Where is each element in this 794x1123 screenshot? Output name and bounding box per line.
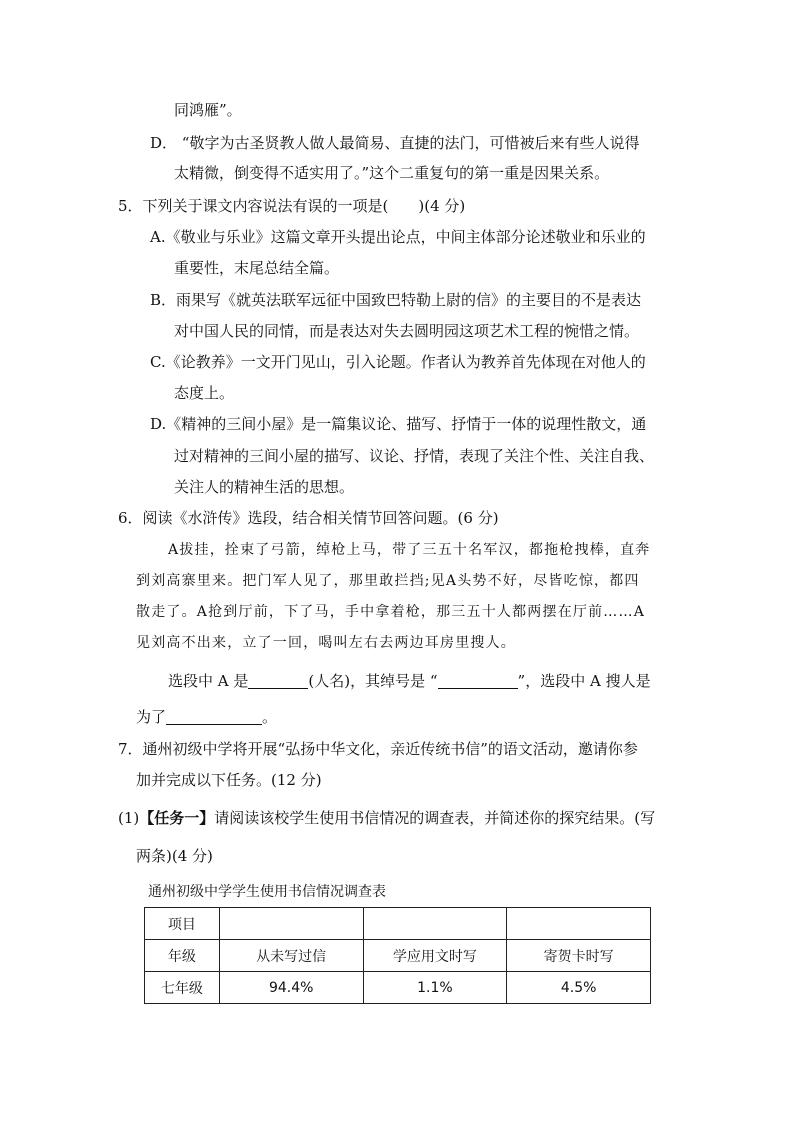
survey-table [144, 907, 651, 1004]
column-header-greeting-card: 寄贺卡时写 [507, 940, 651, 972]
header-grade-cell: 年级 [145, 940, 220, 972]
column-header-never-written: 从未写过信 [219, 940, 363, 972]
value-cell: 94.4% [219, 972, 363, 1004]
q5-option-d-line3: 关注人的精神生活的思想。 [174, 478, 355, 496]
table-caption: 通州初级中学学生使用书信情况调查表 [148, 884, 386, 900]
q6-nickname-blank[interactable] [438, 672, 518, 689]
q6-question-text-1: 选段中 A 是 [168, 672, 249, 690]
table-row-header [145, 940, 651, 972]
q6-passage-line3: 散走了。A抢到厅前，下了马，手中拿着枪，那三五十人都两摆在厅前……A [136, 604, 646, 620]
empty-cell [363, 908, 507, 940]
q7-task1-line2: 两条)(4 分) [136, 847, 213, 865]
q7-task1-label: 【任务一】 [139, 809, 215, 827]
q7-stem-line1: 7．通州初级中学将开展“弘扬中华文化，亲近传统书信”的语文活动，邀请你参 [118, 740, 638, 758]
q6-question-text-3: ”，选段中 A 搜人是 [517, 672, 651, 690]
q6-question-text-5: 。 [262, 708, 278, 726]
q5-option-c-line2: 态度上。 [174, 384, 235, 402]
q6-stem: 6．阅读《水浒传》选段，结合相关情节回答问题。(6 分) [118, 509, 499, 527]
q7-task1-number: (1) [118, 809, 140, 827]
q6-passage-line4: 见刘高不出来，立了一回，喝叫左右去两边耳房里搜人。 [136, 635, 516, 651]
q6-question-text-2: (人名)，其绰号是 “ [308, 672, 438, 690]
empty-cell [219, 908, 363, 940]
q6-passage-line1: A拔挂，拴束了弓箭，绰枪上马，带了三五十名军汉，都拖枪拽棒，直奔 [168, 542, 651, 558]
q6-question-text-4: 为了 [136, 708, 167, 726]
header-item-cell: 项目 [145, 908, 220, 940]
q5-stem: 5．下列关于课文内容说法有误的一项是( )(4 分) [118, 197, 466, 215]
grade-cell: 七年级 [145, 972, 220, 1004]
q4-option-d-line1: D． “敬字为古圣贤教人做人最简易、直捷的法门，可惜被后来有些人说得 [150, 134, 640, 152]
q5-option-d-line2: 过对精神的三间小屋的描写、议论、抒情，表现了关注个性、关注自我、 [174, 447, 655, 465]
q5-option-c-line1: C.《论教养》一文开门见山，引入论题。作者认为教养首先体现在对他人的 [150, 353, 646, 371]
q6-passage-line2: 到刘高寨里来。把门军人见了，那里敢拦挡;见A头势不好，尽皆吃惊，都四 [136, 573, 640, 589]
column-header-learning-practical: 学应用文时写 [363, 940, 507, 972]
table-row [145, 972, 651, 1004]
q5-option-d-line1: D.《精神的三间小屋》是一篇集议论、描写、抒情于一体的说理性散文，通 [150, 415, 647, 433]
q5-option-a-line2: 重要性，末尾总结全篇。 [174, 259, 340, 277]
q7-task1-line1 [118, 808, 655, 828]
value-cell: 4.5% [507, 972, 651, 1004]
table-row-item [145, 908, 651, 940]
q7-task1-text: 请阅读该校学生使用书信情况的调查表，并简述你的探究结果。(写 [214, 809, 656, 827]
q5-option-b-line2: 对中国人民的同情，而是表达对失去圆明园这项艺术工程的惋惜之情。 [174, 322, 640, 340]
value-cell: 1.1% [363, 972, 507, 1004]
q5-option-b-line1: B．雨果写《就英法联军远征中国致巴特勒上尉的信》的主要目的不是表达 [150, 291, 642, 309]
q6-name-blank[interactable] [248, 672, 308, 689]
q6-question-line2 [136, 707, 277, 727]
q6-question-line1 [168, 671, 651, 691]
empty-cell [507, 908, 651, 940]
q6-purpose-blank[interactable] [166, 708, 262, 725]
q7-stem-line2: 加并完成以下任务。(12 分) [136, 771, 322, 789]
q4-option-c-tail: 同鸿雁”。 [174, 101, 242, 119]
q5-option-a-line1: A.《敬业与乐业》这篇文章开头提出论点，中间主体部分论述敬业和乐业的 [150, 228, 646, 246]
q4-option-d-line2: 太精微，倒变得不适实用了。”这个二重复句的第一重是因果关系。 [174, 164, 610, 182]
